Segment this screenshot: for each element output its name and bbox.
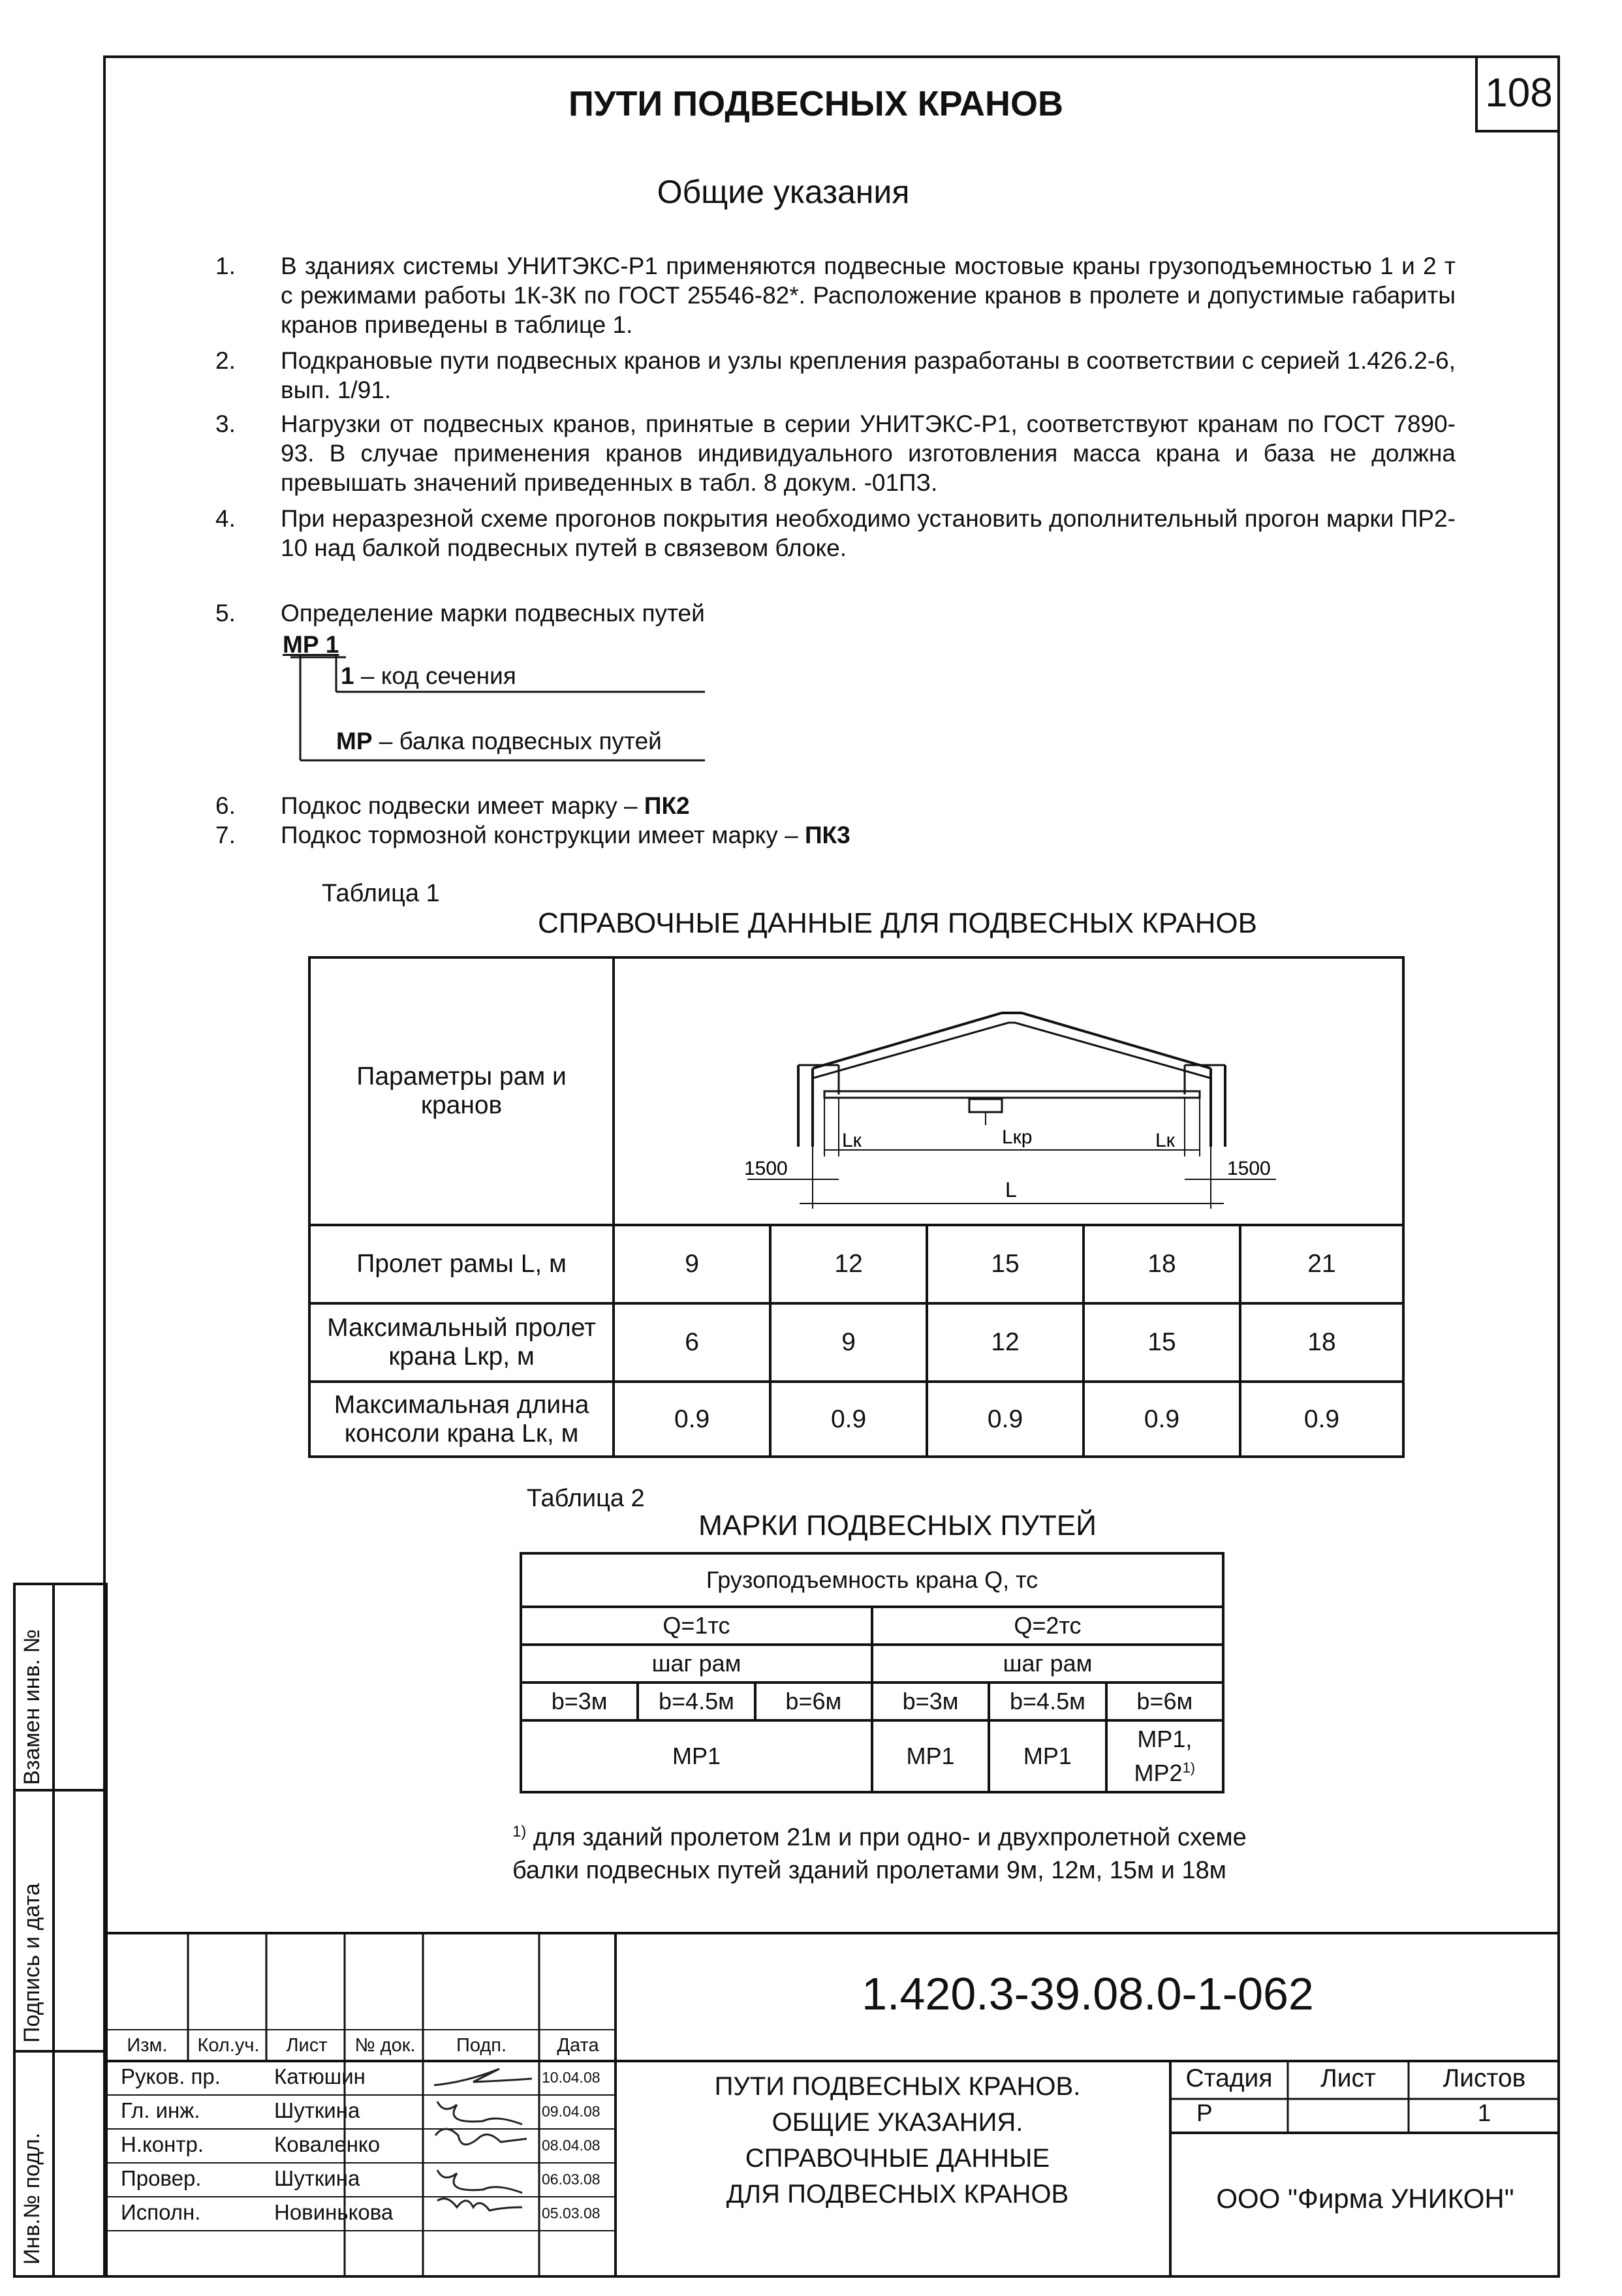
table1-cell: 15	[927, 1225, 1084, 1303]
beam-label: МР	[336, 728, 373, 754]
mark-mp1: МР1,	[1137, 1726, 1193, 1752]
role: Руков. пр.	[121, 2064, 221, 2088]
col-date: Дата	[557, 2035, 599, 2056]
title-line: ДЛЯ ПОДВЕСНЫХ КРАНОВ	[726, 2180, 1069, 2209]
sign-date: 06.03.08	[542, 2171, 600, 2188]
list-item	[215, 598, 1456, 628]
sheet-label: Лист	[1320, 2064, 1376, 2092]
person-name: Новинькова	[274, 2200, 394, 2224]
person-name: Шуткина	[274, 2166, 360, 2190]
item-text: Подкрановые пути подвесных кранов и узлы крепления разработаны в соответствии с серией 1.426.2-6, вып. 1/91.	[281, 347, 1456, 403]
table2-footnote	[512, 1816, 1263, 1887]
table2-q2: Q=2тс	[872, 1607, 1223, 1645]
col-doc: № док.	[354, 2035, 416, 2056]
list-item	[215, 346, 1456, 405]
table1-cell: 6	[614, 1303, 770, 1382]
sign-date: 10.04.08	[542, 2069, 600, 2086]
title-line: СПРАВОЧНЫЕ ДАННЫЕ	[745, 2144, 1050, 2173]
person-name: Катюшин	[274, 2064, 366, 2088]
item-text: В зданиях системы УНИТЭКС-Р1 применяются подвесные мостовые краны грузоподъемностью 1 и 2 т с режимами работы 1К-3К по ГОСТ 25546-82*. Расположение кранов в пролете и допустимые габариты кранов приведены в таблице 1.	[281, 253, 1456, 338]
signatures	[428, 2062, 538, 2232]
item-number: 5.	[215, 600, 236, 627]
table1-cell: 18	[1240, 1303, 1403, 1382]
title-line: ОБЩИЕ УКАЗАНИЯ.	[772, 2108, 1023, 2137]
table1-cell: 0.9	[1240, 1382, 1403, 1457]
item-number: 4.	[215, 505, 236, 532]
sign-date: 08.04.08	[542, 2137, 600, 2154]
table2-q1: Q=1тс	[521, 1607, 872, 1645]
mark-example: МР 1	[283, 631, 339, 658]
table1-row-label: Максимальный пролет крана Lкр, м	[309, 1303, 614, 1382]
table1-diagram-cell	[614, 957, 1403, 1225]
table2-caption: Таблица 2	[527, 1485, 645, 1512]
col-list: Лист	[286, 2035, 328, 2056]
table1-cell: 0.9	[770, 1382, 927, 1457]
stage-label: Стадия	[1185, 2064, 1273, 2092]
span-label: L	[1005, 1178, 1017, 1202]
table2-step-2: шаг рам	[872, 1645, 1223, 1683]
table2-b: b=3м	[872, 1683, 989, 1720]
table2-b: b=4.5м	[989, 1683, 1106, 1720]
table1-cell: 18	[1084, 1225, 1240, 1303]
dim-left-label: 1500	[744, 1158, 788, 1179]
page-title: ПУТИ ПОДВЕСНЫХ КРАНОВ	[569, 84, 1063, 123]
mark-line-beam	[336, 728, 662, 755]
item-number: 6.	[215, 792, 236, 819]
stage-value: Р	[1196, 2100, 1213, 2126]
list-item	[215, 409, 1456, 501]
col-sign: Подп.	[456, 2035, 507, 2056]
sheet-title-block	[636, 2069, 1159, 2212]
code-label: 1	[341, 662, 354, 689]
role: Провер.	[121, 2166, 202, 2190]
page-subtitle: Общие указания	[657, 174, 910, 210]
lk-left-label: Lк	[842, 1130, 862, 1151]
table1-cell: 15	[1084, 1303, 1240, 1382]
table2-b: b=6м	[1106, 1683, 1223, 1720]
list-item	[215, 504, 1456, 563]
role: Гл. инж.	[121, 2098, 200, 2122]
person-name: Шуткина	[274, 2098, 360, 2122]
sheets-label: Листов	[1443, 2064, 1526, 2092]
item-text: При неразрезной схеме прогонов покрытия необходимо установить дополнительный прогон марки ПР2-10 над балкой подвесных путей в связевом блоке.	[281, 505, 1456, 561]
side-label-sign: Подпись и дата	[20, 1883, 44, 2043]
lkr-label: Lкр	[1002, 1126, 1033, 1148]
item-text: Нагрузки от подвесных кранов, принятые в серии УНИТЭКС-Р1, соответствуют кранам по ГОСТ 7890-93. В случае применения кранов индивидуального изготовления масса крана и база не должна превышать значений приведенных в табл. 8 докум. -01ПЗ.	[281, 411, 1456, 496]
item-text-bold: ПК3	[804, 822, 850, 848]
role: Н.контр.	[121, 2132, 204, 2156]
table2-title: МАРКИ ПОДВЕСНЫХ ПУТЕЙ	[698, 1510, 1097, 1542]
beam-text: – балка подвесных путей	[372, 728, 662, 754]
table1-title: СПРАВОЧНЫЕ ДАННЫЕ ДЛЯ ПОДВЕСНЫХ КРАНОВ	[538, 907, 1257, 939]
table2-mark: МР1	[872, 1720, 989, 1792]
item-text	[281, 791, 1456, 820]
table1-cell: 12	[770, 1225, 927, 1303]
table2-b: b=6м	[755, 1683, 872, 1720]
list-item	[215, 251, 1456, 343]
lk-right-label: Lк	[1155, 1130, 1175, 1151]
sign-date: 09.04.08	[542, 2103, 600, 2120]
table1-caption: Таблица 1	[322, 880, 440, 907]
footnote-sup: 1)	[1182, 1760, 1196, 1776]
table2-mark: МР1	[989, 1720, 1106, 1792]
sheets-value: 1	[1477, 2100, 1491, 2126]
item-number: 7.	[215, 822, 236, 848]
table1-cell: 21	[1240, 1225, 1403, 1303]
person-name: Коваленко	[274, 2132, 381, 2156]
role: Исполн.	[121, 2200, 201, 2224]
item-number: 1.	[215, 253, 236, 279]
table2	[520, 1552, 1224, 1793]
item-text	[281, 820, 1456, 850]
frame-crane-diagram	[617, 961, 1400, 1222]
sign-date: 05.03.08	[542, 2205, 600, 2222]
col-izm: Изм.	[127, 2035, 168, 2056]
item-number: 2.	[215, 347, 236, 374]
mark-mp2: МР2	[1134, 1760, 1183, 1786]
table1-cell: 0.9	[1084, 1382, 1240, 1457]
sheet-number: 108	[1475, 55, 1560, 132]
dim-right-label: 1500	[1227, 1158, 1271, 1179]
list-item	[215, 791, 1456, 820]
item-text: Определение марки подвесных путей	[281, 600, 705, 627]
table1-cell: 0.9	[614, 1382, 770, 1457]
table2-mark-multi	[1106, 1720, 1223, 1792]
table1-header-label: Параметры рам и кранов	[309, 957, 614, 1225]
table2-step-1: шаг рам	[521, 1645, 872, 1683]
table2-b: b=4.5м	[638, 1683, 755, 1720]
list-item	[215, 820, 1456, 850]
item-text-main: Подкос подвески имеет марку –	[281, 792, 644, 819]
table1-cell: 0.9	[927, 1382, 1084, 1457]
item-text-main: Подкос тормозной конструкции имеет марку –	[281, 822, 805, 848]
side-label-replace: Взамен инв. №	[20, 1629, 44, 1785]
table2-b: b=3м	[521, 1683, 638, 1720]
side-label-inv: Инв.№ подл.	[20, 2132, 44, 2265]
footnote-text: для зданий пролетом 21м и при одно- и двухпролетной схеме балки подвесных путей зданий пролетами 9м, 12м, 15м и 18м	[512, 1823, 1247, 1884]
table1-row-label: Пролет рамы L, м	[309, 1225, 614, 1303]
table1	[308, 956, 1405, 1458]
footnote-mark: 1)	[512, 1823, 527, 1840]
col-kolvo: Кол.уч.	[197, 2035, 260, 2056]
table1-cell: 12	[927, 1303, 1084, 1382]
table1-cell: 9	[770, 1303, 927, 1382]
item-text-bold: ПК2	[644, 792, 690, 819]
table1-cell: 9	[614, 1225, 770, 1303]
document-code: 1.420.3-39.08.0-1-062	[862, 1968, 1314, 2019]
code-text: – код сечения	[354, 662, 516, 689]
table1-row-label: Максимальная длина консоли крана Lк, м	[309, 1382, 614, 1457]
table2-header: Грузоподъемность крана Q, тс	[521, 1553, 1223, 1607]
table2-mark: МР1	[521, 1720, 872, 1792]
title-line: ПУТИ ПОДВЕСНЫХ КРАНОВ.	[714, 2072, 1081, 2101]
mark-line-code-section	[341, 662, 516, 690]
company-name: ООО "Фирма УНИКОН"	[1216, 2183, 1514, 2214]
item-number: 3.	[215, 411, 236, 437]
